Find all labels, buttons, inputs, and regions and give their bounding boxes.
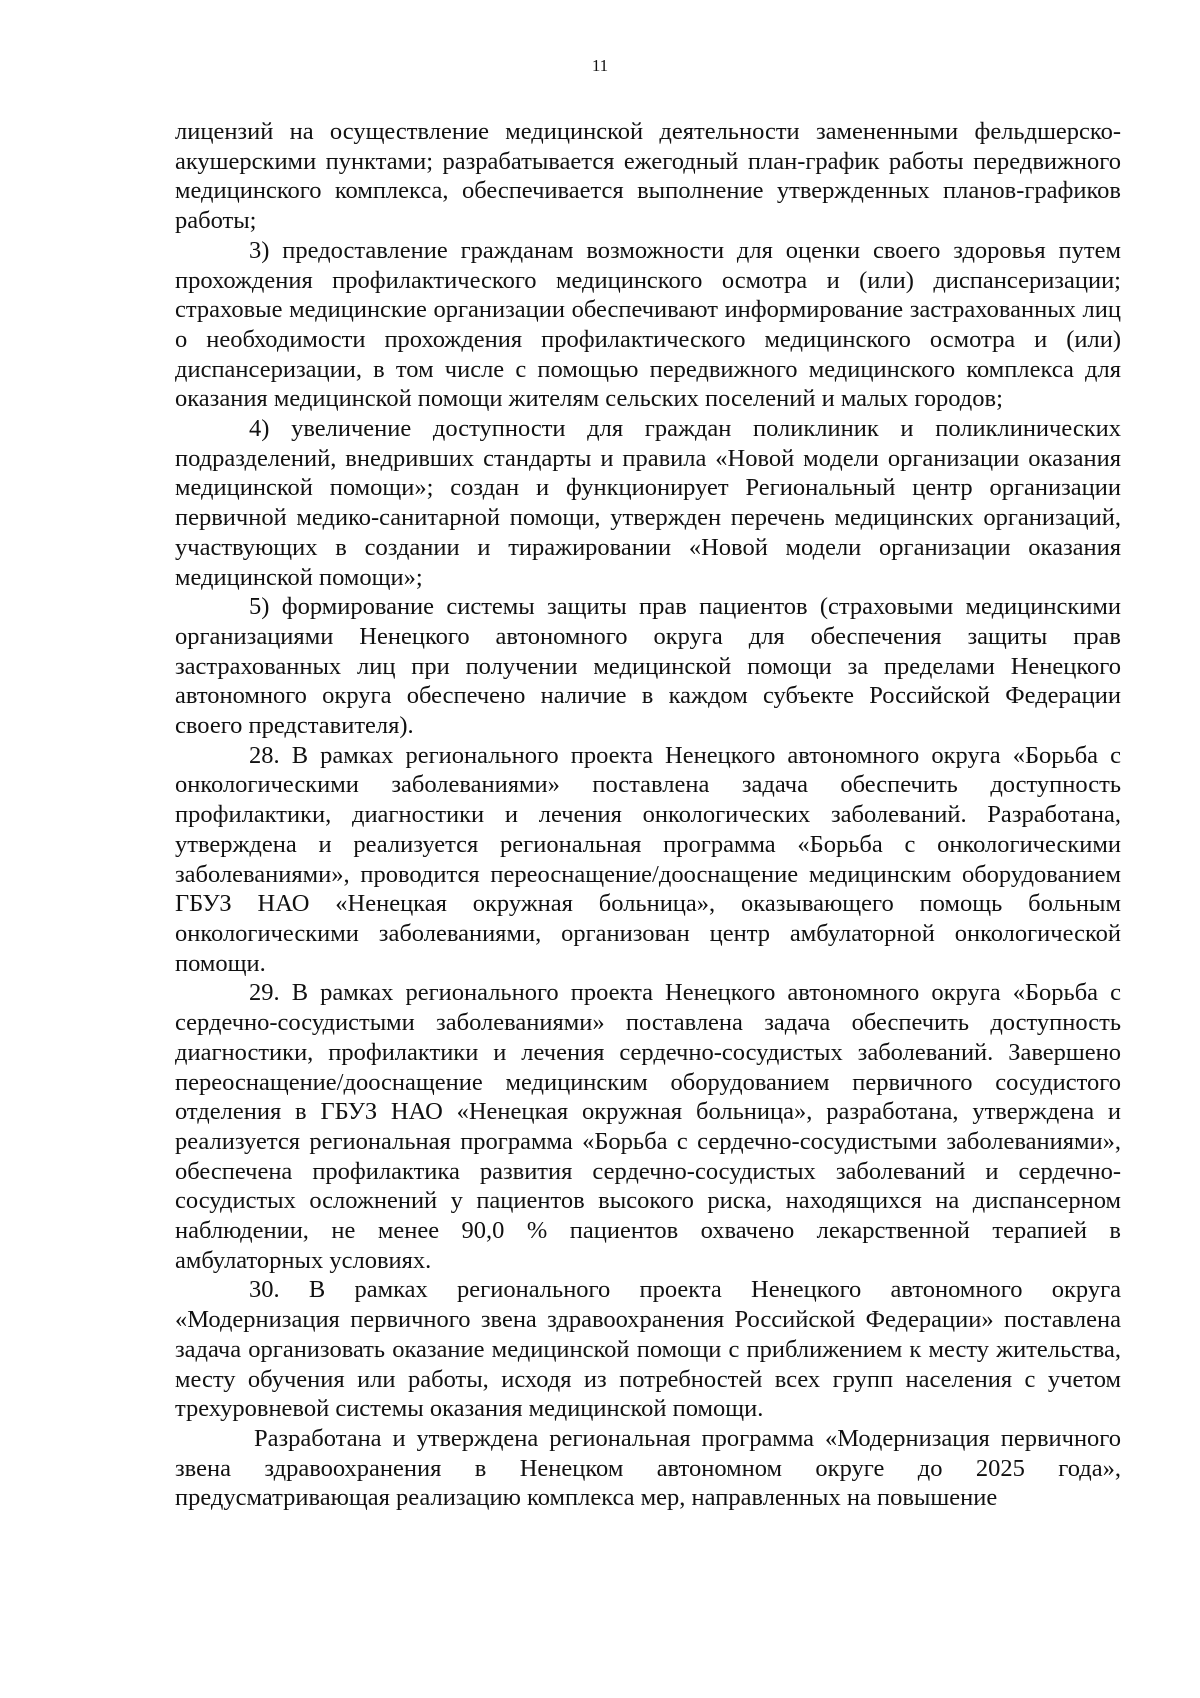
paragraph-item-3: 3) предоставление гражданам возможности для оценки своего здоровья путем прохождения профилактического медицинского осмотра и (или) диспансеризации; страховые медицинские организации обеспечивают информирование застрахованных лиц о необходимости прохождения профилактического медицинского осмотра и (или) диспансеризации, в том числе с помощью передвижного медицинского комплекса для оказания медицинской помощи жителям сельских поселений и малых городов; bbox=[175, 236, 1121, 413]
paragraph-continuation: лицензий на осуществление медицинской деятельности замененными фельдшерско-акушерскими пунктами; разрабатывается ежегодный план-график работы передвижного медицинского комплекса, обеспечивается выполнение утвержденных планов-графиков работы; bbox=[175, 118, 1121, 235]
page-number: 11 bbox=[591, 56, 609, 75]
paragraph-item-5: 5) формирование системы защиты прав пациентов (страховыми медицинскими организациями Ненецкого автономного округа для обеспечения защиты прав застрахованных лиц при получении медицинской помощи за пределами Ненецкого автономного округа обеспечено наличие в каждом субъекте Российской Федерации своего представителя). bbox=[175, 593, 1121, 740]
paragraph-section-30: 30. В рамках регионального проекта Ненецкого автономного округа «Модернизация первичного звена здравоохранения Российской Федерации» поставлена задача организовать оказание медицинской помощи с приближением к месту жительства, месту обучения или работы, исходя из потребностей всех групп населения с учетом трехуровневой системы оказания медицинской помощи. bbox=[175, 1276, 1121, 1423]
document-body bbox=[175, 117, 1121, 1513]
paragraph-section-28: 28. В рамках регионального проекта Ненецкого автономного округа «Борьба с онкологическими заболеваниями» поставлена задача обеспечить доступность профилактики, диагностики и лечения онкологических заболеваний. Разработана, утверждена и реализуется региональная программа «Борьба с онкологическими заболеваниями», проводится переоснащение/дооснащение медицинским оборудованием ГБУЗ НАО «Ненецкая окружная больница», оказывающего помощь больным онкологическими заболеваниями, организован центр амбулаторной онкологической помощи. bbox=[175, 741, 1121, 977]
paragraph-program: Разработана и утверждена региональная программа «Модернизация первичного звена здравоохранения в Ненецком автономном округе до 2025 года», предусматривающая реализацию комплекса мер, направленных на повышение bbox=[175, 1424, 1121, 1512]
paragraph-item-4: 4) увеличение доступности для граждан поликлиник и поликлинических подразделений, внедривших стандарты и правила «Новой модели организации оказания медицинской помощи»; создан и функционирует Региональный центр организации первичной медико-санитарной помощи, утвержден перечень медицинских организаций, участвующих в создании и тиражировании «Новой модели организации оказания медицинской помощи»; bbox=[175, 415, 1121, 591]
paragraph-section-29: 29. В рамках регионального проекта Ненецкого автономного округа «Борьба с сердечно-сосудистыми заболеваниями» поставлена задача обеспечить доступность диагностики, профилактики и лечения сердечно-сосудистых заболеваний. Завершено переоснащение/дооснащение медицинским оборудованием первичного сосудистого отделения в ГБУЗ НАО «Ненецкая окружная больница», разработана, утверждена и реализуется региональная программа «Борьба с сердечно-сосудистыми заболеваниями», обеспечена профилактика развития сердечно-сосудистых заболеваний и сердечно-сосудистых осложнений у пациентов высокого риска, находящихся на диспансерном наблюдении, не менее 90,0 % пациентов охвачено лекарственной терапией в амбулаторных условиях. bbox=[175, 979, 1121, 1274]
